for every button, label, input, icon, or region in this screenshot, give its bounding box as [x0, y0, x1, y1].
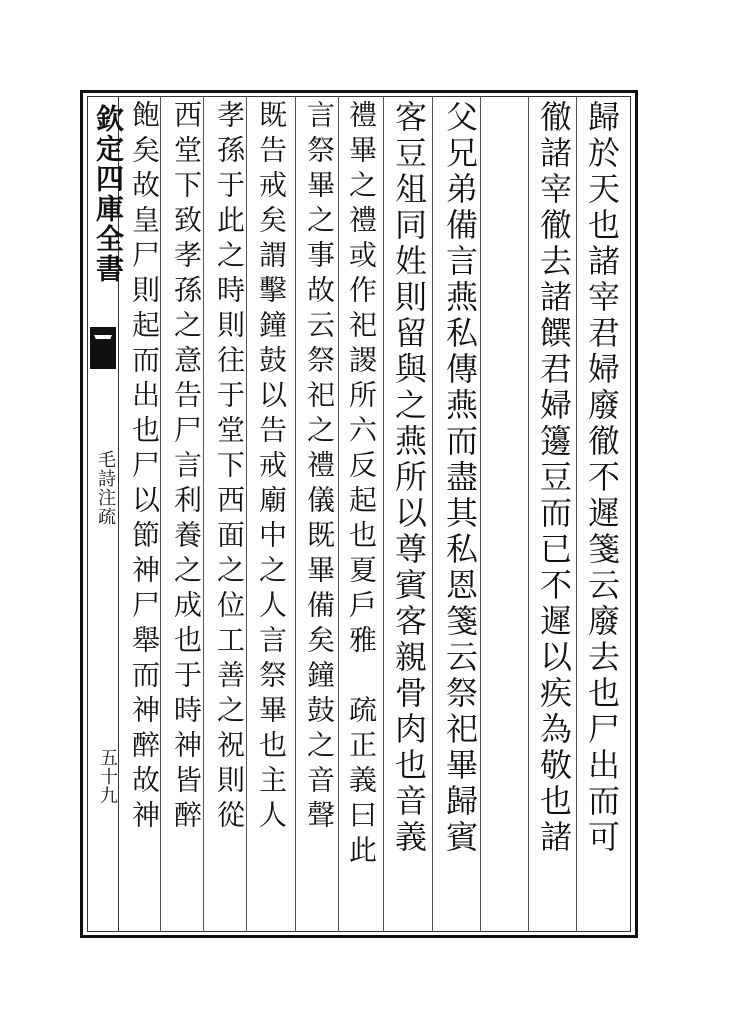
column-rule — [576, 96, 577, 932]
column-rule — [480, 96, 481, 932]
book-title: 毛詩注疏 — [95, 450, 116, 526]
text-column: 孝孫于此之時則往于堂下西面之位工善之祝則從 — [213, 100, 246, 835]
text-column: 言祭畢之事故云祭祀之禮儀既畢備矣鐘鼓之音聲 — [303, 100, 336, 835]
text-column: 西堂下致孝孫之意告尸言利養之成也于時神皆醉 — [170, 100, 203, 835]
text-column: 禮畢之禮或作祀謖所六反起也夏戶雅 疏正義曰此 — [345, 100, 378, 870]
text-column: 歸於天也諸宰君婦廢徹不遲箋云廢去也尸出而可 — [583, 100, 621, 856]
text-column: 徹諸宰徹去諸饌君婦籩豆而已不遲以疾為敬也諸 — [535, 100, 573, 856]
column-rule — [528, 96, 529, 932]
text-column: 既告戒矣謂擊鐘鼓以告戒廟中之人言祭畢也主人 — [255, 100, 288, 835]
column-rule — [432, 96, 433, 932]
column-rule — [295, 96, 296, 932]
text-column: 客豆俎同姓則留與之燕所以尊賓客親骨肉也音義 — [390, 100, 428, 856]
collection-title: 欽定四庫全書 — [92, 104, 125, 284]
page-number: 五十九 — [97, 748, 118, 805]
text-column: 父兄弟備言燕私傳燕而盡其私恩箋云祭祀畢歸賓 — [441, 100, 479, 856]
column-rule — [338, 96, 339, 932]
text-column: 飽矣故皇尸則起而出也尸以節神尸舉而神醉故神 — [128, 100, 161, 835]
column-rule — [383, 96, 384, 932]
fish-tail-icon — [88, 325, 118, 371]
